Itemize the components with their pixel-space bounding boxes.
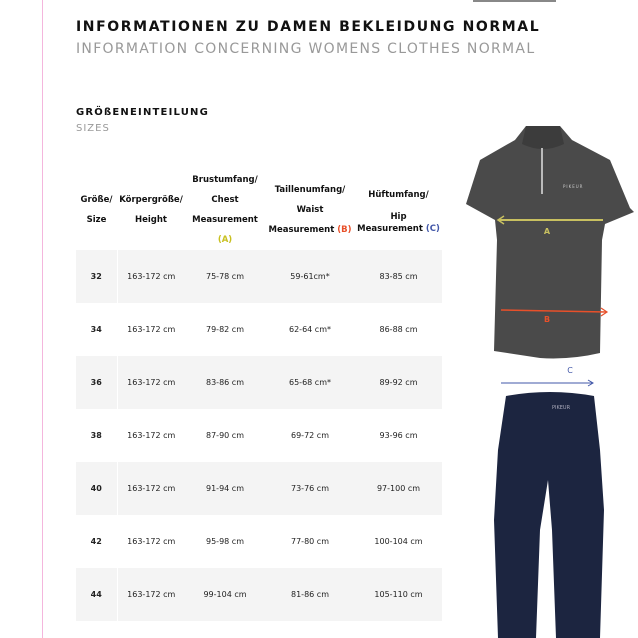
- cell-size: 42: [76, 515, 117, 568]
- cell-size: 44: [76, 568, 117, 621]
- cell-chest: 99-104 cm: [185, 568, 265, 621]
- cell-hip: 97-100 cm: [355, 462, 442, 515]
- cell-hip: 89-92 cm: [355, 356, 442, 409]
- size-table: [76, 170, 443, 621]
- table-row: [76, 515, 442, 568]
- cell-height: 163-172 cm: [117, 568, 185, 621]
- margin-line: [42, 0, 43, 638]
- cell-size: 32: [76, 250, 117, 303]
- cell-height: 163-172 cm: [127, 431, 176, 440]
- header-chest: Brustumfang/ Chest Measurement (A): [192, 175, 258, 245]
- cell-chest: 79-82 cm: [206, 325, 244, 334]
- pants-illustration: [490, 360, 638, 638]
- cell-waist: 73-76 cm: [265, 462, 355, 515]
- cell-chest: 83-86 cm: [185, 356, 265, 409]
- cell-chest: 91-94 cm: [185, 462, 265, 515]
- cell-waist: 59-61cm*: [265, 250, 355, 303]
- cell-waist: 69-72 cm: [291, 431, 329, 440]
- header-hip: Hüftumfang/ Hip Measurement (C): [357, 190, 440, 234]
- cell-waist: 77-80 cm: [291, 537, 329, 546]
- cell-chest: 95-98 cm: [206, 537, 244, 546]
- cell-height: 163-172 cm: [127, 325, 176, 334]
- page-subtitle: INFORMATION CONCERNING WOMENS CLOTHES NORMAL: [76, 41, 536, 57]
- table-row: [76, 356, 442, 409]
- label-c: C: [567, 366, 573, 375]
- zipper-icon: [541, 148, 543, 194]
- table-row: [76, 568, 442, 621]
- label-a: A: [543, 227, 551, 236]
- table-row: [76, 462, 442, 515]
- label-b: B: [543, 315, 551, 324]
- cell-size: 34: [76, 303, 117, 356]
- cell-size: 38: [76, 409, 117, 462]
- shirt-illustration: [460, 120, 638, 370]
- table-row: [76, 303, 442, 356]
- section-title: GRÖßENEINTEILUNG: [76, 107, 210, 118]
- cell-chest: 75-78 cm: [185, 250, 265, 303]
- header-waist: Taillenumfang/ Waist Measurement (B): [268, 185, 352, 235]
- cell-hip: 93-96 cm: [379, 431, 418, 440]
- cell-hip: 86-88 cm: [379, 325, 418, 334]
- pants-brand: PIKEUR: [552, 405, 571, 411]
- pants-shape: [494, 392, 604, 638]
- page-title: INFORMATIONEN ZU DAMEN BEKLEIDUNG NORMAL: [76, 19, 541, 35]
- cell-size: 40: [76, 462, 117, 515]
- top-bar: [473, 0, 556, 2]
- cell-height: 163-172 cm: [127, 537, 176, 546]
- table-row: [76, 409, 442, 462]
- cell-height: 163-172 cm: [117, 250, 185, 303]
- cell-hip: 83-85 cm: [355, 250, 442, 303]
- cell-height: 163-172 cm: [117, 462, 185, 515]
- shirt-brand: PIKEUR: [563, 184, 584, 189]
- cell-hip: 100-104 cm: [374, 537, 423, 546]
- cell-height: 163-172 cm: [117, 356, 185, 409]
- cell-waist: 62-64 cm*: [289, 325, 331, 334]
- cell-hip: 105-110 cm: [355, 568, 442, 621]
- header-height: Körpergröße/ Height: [119, 195, 183, 225]
- table-row: [76, 250, 442, 303]
- cell-chest: 87-90 cm: [206, 431, 244, 440]
- cell-size: 36: [76, 356, 117, 409]
- header-size: Größe/ Size: [80, 195, 113, 225]
- cell-waist: 81-86 cm: [265, 568, 355, 621]
- table-header: [76, 170, 442, 250]
- cell-waist: 65-68 cm*: [265, 356, 355, 409]
- section-subtitle: SIZES: [76, 123, 110, 134]
